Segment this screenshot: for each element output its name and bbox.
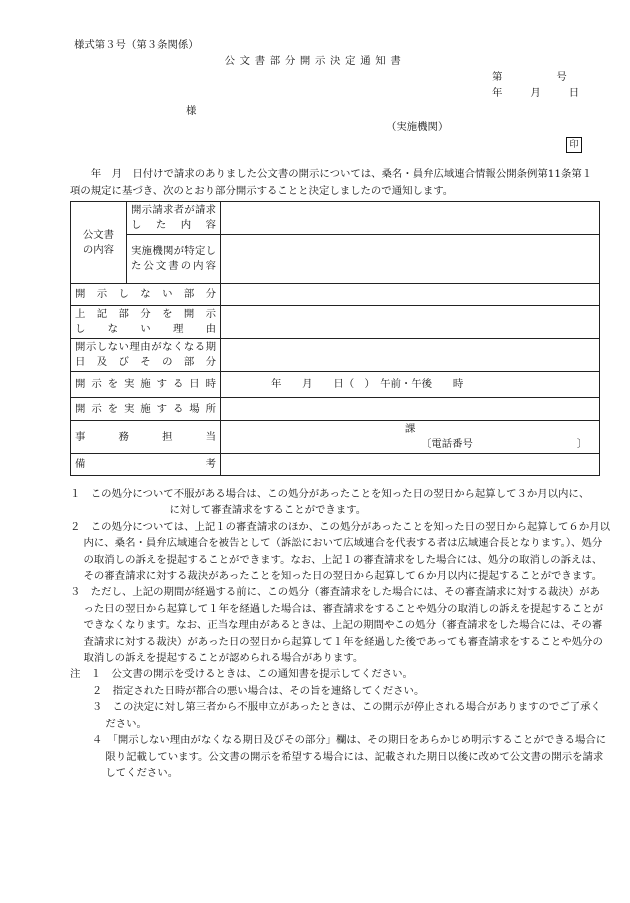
paragraph-1-a: １ この処分について不服がある場合は、この処分があったことを知った日の翌日から起算して３か月以内に、 [70, 488, 590, 500]
disclosure-place-value[interactable] [221, 398, 600, 421]
note-2: ２ 指定された日時が都合の悪い場合は、その旨を連絡してください。 [91, 684, 425, 697]
note-3: ３ この決定に対し第三者から不服申立があったときは、この開示が停止される場合がありますのでご了承ください。 [91, 701, 601, 730]
number-prefix: 第 [492, 71, 503, 83]
staff-value[interactable] [221, 421, 600, 454]
disclosure-datetime-value[interactable]: 年 月 日（ ） 午前・午後 時 [221, 372, 600, 398]
group-label: 公文書の内容 [82, 228, 115, 256]
intro-paragraph: 年 月 日付けで請求のありました公文書の開示については、桑名・員弁広域連合情報公開条例第11条第１項の規定に基づき、次のとおり部分開示することと決定しましたので通知します。 [70, 168, 593, 197]
table-row [71, 421, 600, 454]
not-disclosed-part-label: 開示しない部分 [71, 284, 221, 306]
expiry-value[interactable] [221, 339, 600, 372]
staff-phone: 〔電話番号 〕 [421, 438, 588, 450]
staff-section: 課 [405, 423, 416, 435]
remarks-label: 備考 [71, 454, 221, 476]
reason-value[interactable] [221, 306, 600, 339]
table-row [71, 202, 600, 235]
group-label-cell [71, 202, 127, 284]
addressee-suffix: 様 [186, 105, 197, 117]
agency-specified-label: 実施機関が特定した公文書の内容 [127, 235, 221, 284]
table-row [71, 398, 600, 421]
reason-label-line2: しない理由 [75, 323, 216, 335]
date-year: 年 [492, 87, 503, 99]
table-row [71, 235, 600, 284]
table-row [71, 372, 600, 398]
agency-specified-value[interactable] [221, 235, 600, 284]
note-1: 注 １ 公文書の開示を受けるときは、この通知書を提示してください。 [70, 668, 413, 681]
table-row [71, 284, 600, 306]
remarks-value[interactable] [221, 454, 600, 476]
expiry-label: 開示しない理由がなくなる期日及びその部分 [71, 339, 221, 372]
seal-mark: 印 [566, 137, 582, 153]
request-content-label: 開示請求者が請求した内容 [127, 202, 221, 235]
notes-section [70, 486, 610, 781]
disclosure-datetime-label: 開示を実施する日時 [71, 372, 221, 398]
note-4: ４ 「開示しない理由がなくなる期日及びその部分」欄は、その期日をあらかじめ明示することができる場合に限り記載しています。公文書の開示を希望する場合には、記載された期日以後に改めて公文書の開示を請求してください。 [91, 734, 607, 779]
number-suffix: 号 [556, 71, 567, 83]
paragraph-3: ３ ただし、上記の期間が経過する前に、この処分（審査請求をした場合には、その審査請求に対する裁決）があった日の翌日から起算して１年を経過した場合は、審査請求をすることや処分の取消しの訴えを提起することができなくなります。なお、正当な理由があるときは、上記の期間やこの処分（審査請求をした場合には、その審査請求に対する裁決）があった日の翌日から起算して１年を経過した後であっても審査請求をすることや処分の取消しの訴えを提起することが認められる場合があります。 [70, 586, 604, 665]
date-day: 日 [568, 87, 580, 99]
paragraph-1 [70, 486, 610, 519]
form-number: 様式第３号（第３条関係） [74, 39, 199, 51]
date-month: 月 [530, 87, 541, 99]
table-row [71, 306, 600, 339]
agency-label: （実施機関） [386, 121, 449, 133]
not-disclosed-part-value[interactable] [221, 284, 600, 306]
disclosure-place-label: 開示を実施する場所 [71, 398, 221, 421]
reason-label [71, 306, 221, 339]
document-number [492, 70, 567, 85]
staff-label: 事務担当 [71, 421, 221, 454]
document-date [492, 86, 579, 101]
document-title: 公文書部分開示決定通知書 [224, 55, 406, 67]
reason-label-line1: 上記部分を開示 [75, 308, 216, 320]
table-row [71, 454, 600, 476]
disclosure-table [70, 201, 600, 476]
request-content-value[interactable] [221, 202, 600, 235]
paragraph-1-b: に対して審査請求をすることができます。 [169, 504, 367, 517]
table-row [71, 339, 600, 372]
paragraph-2: ２ この処分については、上記１の審査請求のほか、この処分があったことを知った日の翌日から起算して６か月以内に、桑名・員弁広域連合を被告として（訴訟において広域連合を代表する者は広域連合長となります。）、処分の取消しの訴えを提起することができます。なお、上記１の審査請求をした場合には、処分の取消しの訴えは、その審査請求に対する裁決があったことを知った日の翌日から起算して６か月以内に提起することができます。 [70, 520, 610, 583]
